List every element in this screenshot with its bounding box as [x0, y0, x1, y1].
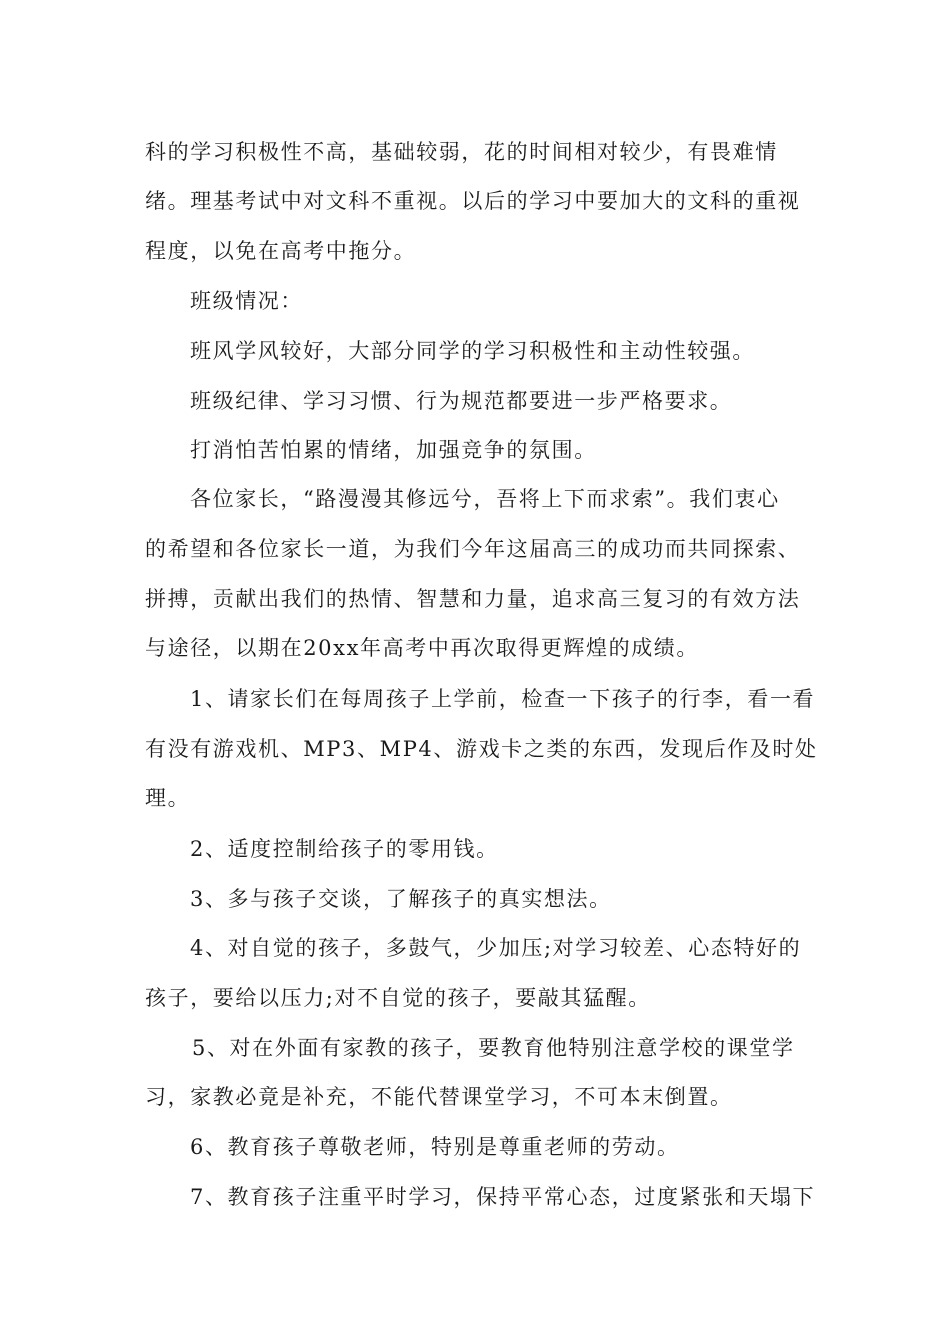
list-item-1: 1、请家长们在每周孩子上学前，检查一下孩子的行李，看一看	[190, 687, 816, 711]
list-item-3: 3、多与孩子交谈，了解孩子的真实想法。	[190, 887, 612, 911]
paragraph-line: 打消怕苦怕累的情绪，加强竞争的氛围。	[190, 438, 597, 462]
paragraph-line: 的希望和各位家长一道，为我们今年这届高三的成功而共同探索、	[145, 537, 801, 561]
list-item-5: 5、对在外面有家教的孩子，要教育他特别注意学校的课堂学	[192, 1036, 795, 1060]
paragraph-line: 各位家长，“路漫漫其修远兮，吾将上下而求索”。我们衷心	[190, 487, 780, 511]
paragraph-line: 班级纪律、学习习惯、行为规范都要进一步严格要求。	[190, 389, 733, 413]
list-item-4: 4、对自觉的孩子，多鼓气，少加压;对学习较差、心态特好的	[190, 936, 802, 960]
list-item-2: 2、适度控制给孩子的零用钱。	[190, 837, 499, 861]
list-item-1-continued: 有没有游戏机、MP3、MP4、游戏卡之类的东西，发现后作及时处	[145, 737, 818, 761]
paragraph-line: 拼搏，贡献出我们的热情、智慧和力量，追求高三复习的有效方法	[145, 587, 801, 611]
list-item-1-continued: 理。	[145, 786, 191, 810]
section-heading: 班级情况：	[190, 289, 303, 313]
paragraph-line: 与途径，以期在20xx年高考中再次取得更辉煌的成绩。	[145, 636, 700, 660]
paragraph-line: 程度，以免在高考中拖分。	[145, 239, 417, 263]
paragraph-line: 绪。理基考试中对文科不重视。以后的学习中要加大的文科的重视	[145, 189, 801, 213]
list-item-5-continued: 习，家教必竟是补充，不能代替课堂学习，不可本末倒置。	[145, 1085, 733, 1109]
paragraph-line: 班风学风较好，大部分同学的学习积极性和主动性较强。	[190, 339, 755, 363]
list-item-6: 6、教育孩子尊敬老师，特别是尊重老师的劳动。	[190, 1135, 680, 1159]
paragraph-line: 科的学习积极性不高，基础较弱，花的时间相对较少，有畏难情	[145, 140, 778, 164]
list-item-7: 7、教育孩子注重平时学习，保持平常心态，过度紧张和天塌下	[190, 1185, 816, 1209]
list-item-4-continued: 孩子，要给以压力;对不自觉的孩子，要敲其猛醒。	[145, 986, 651, 1010]
